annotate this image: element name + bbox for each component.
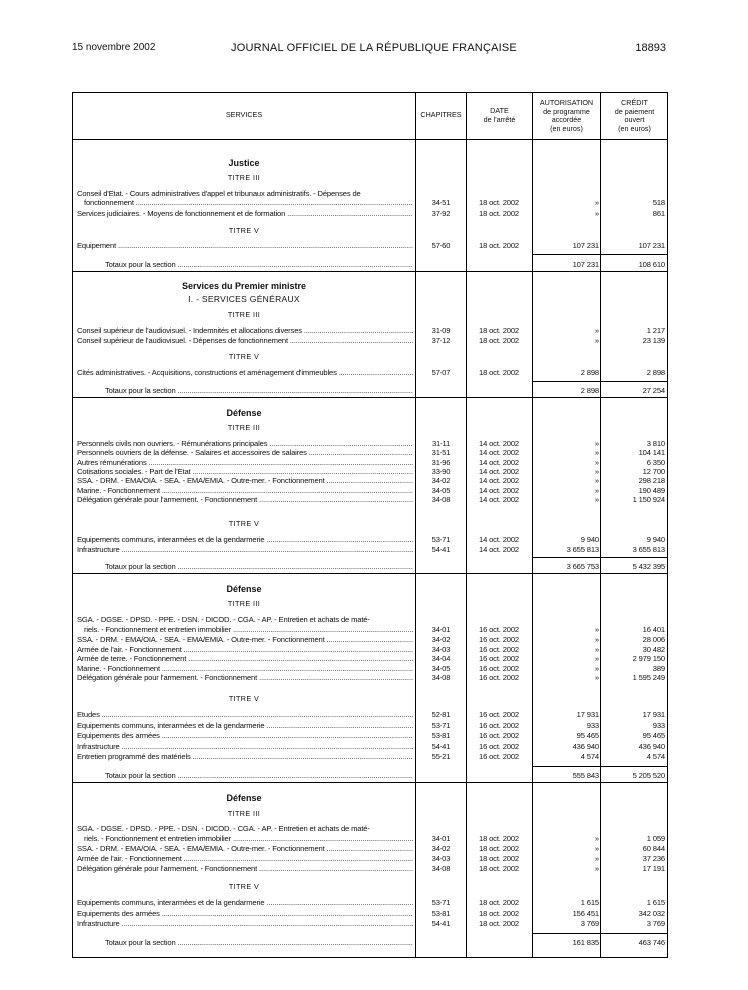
service-label: SGA. - DGSE. - DPSD. - PPE. - DSN. - DICOD. - CGA. - AP. - Entretien et achats de maté- <box>77 615 370 624</box>
rule <box>533 766 601 767</box>
chapter-number: 53-81 <box>431 731 451 740</box>
service-label: Conseil supérieur de l'audiovisuel. - Dépenses de fonctionnement ..... <box>77 336 413 345</box>
chapter-number: 34-03 <box>431 854 451 863</box>
rule <box>533 557 601 558</box>
autorisation-value: 156 451 <box>572 908 599 918</box>
service-label: Conseil d'Etat. - Cours administratives d'appel et tribunaux administratifs. - Dépenses de <box>77 189 361 198</box>
service-label: Entretien programmé des matériels ..... <box>77 752 413 761</box>
arrete-date: 16 oct. 2002 <box>479 720 519 730</box>
arrete-date: 18 oct. 2002 <box>479 844 519 853</box>
credit-value: 190 489 <box>638 485 665 495</box>
page-date: 15 novembre 2002 <box>72 42 156 53</box>
header-date-line: DATE <box>490 106 509 115</box>
service-label: Etudes ..... <box>77 710 413 719</box>
section-subtitle: I. - SERVICES GÉNÉRAUX <box>188 294 300 304</box>
credit-value: 104 141 <box>638 448 665 458</box>
credit-value: 3 769 <box>646 919 665 928</box>
arrete-date: 14 oct. 2002 <box>479 544 519 554</box>
credit-value: 1 217 <box>646 326 665 335</box>
service-label: fonctionnement ..... <box>84 198 413 207</box>
section-separator <box>73 782 667 783</box>
credit-total: 463 746 <box>638 938 665 947</box>
credit-value: 23 139 <box>642 336 665 345</box>
chapter-number: 33-90 <box>431 466 451 476</box>
service-label: Autres rémunérations ..... <box>77 458 413 467</box>
arrete-date: 16 oct. 2002 <box>479 731 519 740</box>
section-separator <box>73 397 667 398</box>
rule <box>601 254 668 255</box>
table-row <box>73 854 667 863</box>
arrete-date: 14 oct. 2002 <box>479 439 519 448</box>
table-row <box>73 898 667 907</box>
table-row <box>73 844 667 853</box>
arrete-date: 16 oct. 2002 <box>479 644 519 654</box>
header-credit-line: (en euros) <box>618 123 651 133</box>
table-row <box>73 545 667 554</box>
chapter-number: 37-12 <box>431 336 451 345</box>
arrete-date: 18 oct. 2002 <box>479 898 519 907</box>
chapter-number: 57-07 <box>431 368 451 377</box>
titre-heading: TITRE III <box>227 310 261 319</box>
credit-total: 108 610 <box>638 260 665 269</box>
credit-value: 3 655 813 <box>632 544 665 554</box>
credit-value: 298 218 <box>638 476 665 486</box>
credit-value: 12 700 <box>642 466 665 476</box>
chapter-number: 34-02 <box>431 844 451 853</box>
service-label: Equipements communs, interarmées et de la gendarmerie ..... <box>77 721 413 730</box>
header-date <box>467 107 532 124</box>
header-autorisation-line: accordée <box>551 115 582 124</box>
header-credit-line: CRÉDIT <box>621 98 648 107</box>
chapter-number: 54-41 <box>431 741 451 751</box>
autorisation-value: 95 465 <box>576 731 599 740</box>
header-credit-line: de paiement <box>614 106 655 116</box>
titre-heading: TITRE V <box>228 694 260 703</box>
chapter-number: 34-01 <box>431 834 451 843</box>
table-row <box>73 439 667 448</box>
chapter-number: 53-71 <box>431 535 451 544</box>
arrete-date: 18 oct. 2002 <box>479 919 519 928</box>
chapter-number: 52-81 <box>431 710 451 719</box>
service-label: Personnels ouvriers de la défense. - Salaires et accessoires de salaires ..... <box>77 448 413 457</box>
credit-value: 2 979 150 <box>632 654 665 664</box>
chapter-number: 31-11 <box>431 439 451 448</box>
section-separator <box>73 271 667 272</box>
table-row <box>73 189 667 198</box>
header-services: SERVICES <box>225 110 263 119</box>
titre-heading: TITRE III <box>227 173 261 182</box>
chapter-number: 34-04 <box>431 654 451 664</box>
section-title: Justice <box>228 158 260 168</box>
table-row <box>73 721 667 730</box>
table-header <box>73 93 667 140</box>
credit-value: 4 574 <box>646 752 665 761</box>
arrete-date: 16 oct. 2002 <box>479 635 519 644</box>
autorisation-value: 9 940 <box>580 535 599 544</box>
credit-value: 60 844 <box>642 844 665 853</box>
credit-value: 389 <box>652 663 665 673</box>
table-row <box>73 198 667 207</box>
service-label: Infrastructure ..... <box>77 742 413 751</box>
chapter-number: 34-05 <box>431 485 451 495</box>
credit-total: 5 205 520 <box>632 771 665 780</box>
header-date-line: de l'arrêté <box>483 114 516 124</box>
rule <box>601 557 668 558</box>
section-title: Services du Premier ministre <box>181 281 307 291</box>
header-credit <box>601 99 668 133</box>
header-autorisation-line: (en euros) <box>550 123 583 133</box>
chapter-number: 34-08 <box>431 673 451 683</box>
chapter-number: 34-02 <box>431 635 451 644</box>
chapter-number: 53-81 <box>431 908 451 918</box>
table-row <box>73 535 667 544</box>
section-separator <box>73 573 667 574</box>
arrete-date: 14 oct. 2002 <box>479 457 519 467</box>
titre-heading: TITRE V <box>228 352 260 361</box>
arrete-date: 16 oct. 2002 <box>479 741 519 751</box>
arrete-date: 16 oct. 2002 <box>479 663 519 673</box>
service-label: SGA. - DGSE. - DPSD. - PPE. - DSN. - DICOD. - CGA. - AP. - Entretien et achats de maté- <box>77 824 370 833</box>
service-label: Armée de terre. - Fonctionnement ..... <box>77 654 413 663</box>
chapter-number: 34-08 <box>431 864 451 873</box>
arrete-date: 18 oct. 2002 <box>479 326 519 335</box>
titre-heading: TITRE V <box>228 519 260 528</box>
service-label: Equipements communs, interarmées et de la gendarmerie ..... <box>77 535 413 544</box>
chapter-number: 53-71 <box>431 898 451 907</box>
chapter-number: 34-08 <box>431 494 451 504</box>
table-row <box>73 458 667 467</box>
arrete-date: 16 oct. 2002 <box>479 625 519 634</box>
table-row <box>73 476 667 485</box>
header-autorisation <box>533 99 600 133</box>
autorisation-value: » <box>594 485 599 495</box>
autorisation-value: 17 931 <box>576 710 599 719</box>
table-row <box>73 654 667 663</box>
arrete-date: 16 oct. 2002 <box>479 654 519 664</box>
service-label: Personnels civils non ouvriers. - Rémunérations principales ..... <box>77 439 413 448</box>
credit-value: 28 006 <box>642 635 665 644</box>
autorisation-value: 2 898 <box>580 368 599 377</box>
autorisation-value: » <box>594 834 599 843</box>
credit-value: 1 150 924 <box>632 494 665 504</box>
table-row <box>73 834 667 843</box>
arrete-date: 18 oct. 2002 <box>479 209 519 218</box>
credit-value: 6 350 <box>646 457 665 467</box>
service-label: SSA. - DRM. - EMA/OIA. - SEA. - EMA/EMIA. - Outre-mer. - Fonctionnement ..... <box>77 476 413 485</box>
autorisation-value: » <box>594 336 599 345</box>
header-credit-line: ouvert <box>624 115 645 124</box>
titre-heading: TITRE III <box>227 423 261 432</box>
autorisation-value: » <box>594 326 599 335</box>
arrete-date: 14 oct. 2002 <box>479 535 519 544</box>
chapter-number: 53-71 <box>431 720 451 730</box>
service-label: Equipement ..... <box>77 241 413 250</box>
rule <box>601 933 668 934</box>
credit-value: 933 <box>652 720 665 730</box>
totals-row <box>73 562 667 571</box>
table-row <box>73 326 667 335</box>
section-title: Défense <box>226 793 262 803</box>
autorisation-value: » <box>594 844 599 853</box>
journal-title: JOURNAL OFFICIEL DE LA RÉPUBLIQUE FRANÇAISE <box>231 42 517 54</box>
table-row <box>73 467 667 476</box>
arrete-date: 18 oct. 2002 <box>479 198 519 207</box>
titre-heading: TITRE V <box>228 226 260 235</box>
table-row <box>73 752 667 761</box>
credit-value: 17 191 <box>642 864 665 873</box>
service-label: Equipements des armées ..... <box>77 731 413 740</box>
rule <box>601 766 668 767</box>
service-label: Marine. - Fonctionnement ..... <box>77 664 413 673</box>
service-label: Cotisations sociales. - Part de l'Etat ..... <box>77 467 413 476</box>
arrete-date: 14 oct. 2002 <box>479 466 519 476</box>
chapter-number: 34-01 <box>431 625 451 634</box>
autorisation-value: » <box>594 476 599 486</box>
header-autorisation-line: AUTORISATION <box>539 98 594 107</box>
service-label: riels. - Fonctionnement et entretien immobilier ..... <box>84 625 413 634</box>
chapter-number: 54-41 <box>431 919 451 928</box>
totals-label: Totaux pour la section ..... <box>105 386 413 395</box>
chapter-number: 54-41 <box>431 544 451 554</box>
service-label: Délégation générale pour l'armement. - Fonctionnement ..... <box>77 864 413 873</box>
arrete-date: 14 oct. 2002 <box>479 448 519 458</box>
chapter-number: 34-51 <box>431 198 451 207</box>
autorisation-value: » <box>594 457 599 467</box>
autorisation-value: » <box>594 439 599 448</box>
section-title: Défense <box>226 584 262 594</box>
autorisation-value: » <box>594 466 599 476</box>
chapter-number: 55-21 <box>431 752 451 761</box>
credit-value: 9 940 <box>646 535 665 544</box>
autorisation-value: » <box>594 448 599 458</box>
arrete-date: 18 oct. 2002 <box>479 834 519 843</box>
arrete-date: 18 oct. 2002 <box>479 241 519 250</box>
credit-value: 436 940 <box>638 741 665 751</box>
autorisation-value: » <box>594 673 599 683</box>
service-label: Equipements des armées ..... <box>77 909 413 918</box>
totals-row <box>73 938 667 947</box>
table-row <box>73 368 667 377</box>
autorisation-value: » <box>594 198 599 207</box>
autorisation-value: 436 940 <box>572 741 599 751</box>
service-label: Infrastructure ..... <box>77 919 413 928</box>
autorisation-value: » <box>594 654 599 664</box>
totals-label: Totaux pour la section ..... <box>105 260 413 269</box>
arrete-date: 18 oct. 2002 <box>479 908 519 918</box>
chapter-number: 34-02 <box>431 476 451 486</box>
titre-heading: TITRE III <box>227 809 261 818</box>
autorisation-total: 161 835 <box>572 938 599 947</box>
service-label: SSA. - DRM. - EMA/OIA. - SEA. - EMA/EMIA. - Outre-mer. - Fonctionnement ..... <box>77 635 413 644</box>
autorisation-value: 3 769 <box>580 919 599 928</box>
arrete-date: 16 oct. 2002 <box>479 752 519 761</box>
credit-total: 5 432 395 <box>632 562 665 571</box>
arrete-date: 14 oct. 2002 <box>479 485 519 495</box>
table-row <box>73 486 667 495</box>
service-label: riels. - Fonctionnement et entretien immobilier ..... <box>84 834 413 843</box>
chapter-number: 57-60 <box>431 241 451 250</box>
autorisation-value: » <box>594 209 599 218</box>
service-label: Cités administratives. - Acquisitions, constructions et aménagement d'immeubles ..... <box>77 368 413 377</box>
service-label: Infrastructure ..... <box>77 545 413 554</box>
arrete-date: 18 oct. 2002 <box>479 336 519 345</box>
header-autorisation-line: de programme <box>543 106 590 116</box>
arrete-date: 18 oct. 2002 <box>479 368 519 377</box>
credit-value: 107 231 <box>638 241 665 250</box>
chapter-number: 34-05 <box>431 663 451 673</box>
titre-heading: TITRE III <box>227 599 261 608</box>
autorisation-total: 107 231 <box>572 260 599 269</box>
rule <box>533 933 601 934</box>
autorisation-value: 107 231 <box>572 241 599 250</box>
arrete-date: 14 oct. 2002 <box>479 494 519 504</box>
arrete-date: 14 oct. 2002 <box>479 476 519 486</box>
totals-label: Totaux pour la section ..... <box>105 562 413 571</box>
chapter-number: 31-09 <box>431 326 451 335</box>
table-row <box>73 864 667 873</box>
chapter-number: 34-03 <box>431 644 451 654</box>
autorisation-value: 3 655 813 <box>566 544 599 554</box>
chapter-number: 37-92 <box>431 209 451 218</box>
credit-value: 17 931 <box>642 710 665 719</box>
arrete-date: 18 oct. 2002 <box>479 854 519 863</box>
titre-heading: TITRE V <box>228 882 260 891</box>
service-label: Armée de l'air. - Fonctionnement ..... <box>77 854 413 863</box>
service-label: Délégation générale pour l'armement. - Fonctionnement ..... <box>77 673 413 682</box>
rule <box>533 381 601 382</box>
header-chapitres: CHAPITRES <box>420 110 462 119</box>
rule <box>601 381 668 382</box>
credit-value: 1 595 249 <box>632 673 665 683</box>
autorisation-total: 3 665 753 <box>566 562 599 571</box>
table-row <box>73 919 667 928</box>
totals-row <box>73 771 667 780</box>
credit-value: 1 615 <box>646 898 665 907</box>
service-label: SSA. - DRM. - EMA/OIA. - SEA. - EMA/EMIA. - Outre-mer. - Fonctionnement ..... <box>77 844 413 853</box>
credit-value: 16 401 <box>642 625 665 634</box>
arrete-date: 16 oct. 2002 <box>479 710 519 719</box>
service-label: Délégation générale pour l'armement. - Fonctionnement ..... <box>77 495 413 504</box>
totals-label: Totaux pour la section ..... <box>105 771 413 780</box>
rule <box>533 254 601 255</box>
table-row <box>73 673 667 682</box>
service-label: Marine. - Fonctionnement ..... <box>77 486 413 495</box>
autorisation-value: » <box>594 635 599 644</box>
table-row <box>73 824 667 833</box>
arrete-date: 18 oct. 2002 <box>479 864 519 873</box>
table-row <box>73 710 667 719</box>
autorisation-value: » <box>594 663 599 673</box>
credit-total: 27 254 <box>642 386 665 395</box>
credit-value: 37 236 <box>642 854 665 863</box>
table-row <box>73 615 667 624</box>
table-row <box>73 241 667 250</box>
autorisation-value: » <box>594 854 599 863</box>
table-row <box>73 635 667 644</box>
credit-value: 861 <box>652 209 665 218</box>
service-label: Conseil supérieur de l'audiovisuel. - Indemnités et allocations diverses ..... <box>77 326 413 335</box>
chapter-number: 31-51 <box>431 448 451 458</box>
totals-row <box>73 386 667 395</box>
credit-value: 342 032 <box>638 908 665 918</box>
table-row <box>73 448 667 457</box>
table-row <box>73 664 667 673</box>
table-row <box>73 625 667 634</box>
credit-value: 30 482 <box>642 644 665 654</box>
autorisation-value: 4 574 <box>580 752 599 761</box>
table-row <box>73 495 667 504</box>
autorisation-value: » <box>594 625 599 634</box>
totals-label: Totaux pour la section ..... <box>105 938 413 947</box>
autorisation-total: 555 843 <box>572 771 599 780</box>
page-number: 18893 <box>635 42 666 54</box>
credit-value: 518 <box>652 198 665 207</box>
autorisation-value: » <box>594 864 599 873</box>
table-row <box>73 731 667 740</box>
service-label: Services judiciaires. - Moyens de fonctionnement et de formation ..... <box>77 209 413 218</box>
credit-value: 1 059 <box>646 834 665 843</box>
section-title: Défense <box>226 408 262 418</box>
autorisation-total: 2 898 <box>580 386 599 395</box>
credits-table <box>72 92 668 958</box>
autorisation-value: » <box>594 494 599 504</box>
arrete-date: 16 oct. 2002 <box>479 673 519 683</box>
service-label: Equipements communs, interarmées et de la gendarmerie ..... <box>77 898 413 907</box>
table-row <box>73 909 667 918</box>
table-row <box>73 336 667 345</box>
table-row <box>73 742 667 751</box>
totals-row <box>73 260 667 269</box>
credit-value: 95 465 <box>642 731 665 740</box>
table-row <box>73 209 667 218</box>
autorisation-value: 1 615 <box>580 898 599 907</box>
table-row <box>73 645 667 654</box>
service-label: Armée de l'air. - Fonctionnement ..... <box>77 645 413 654</box>
chapter-number: 31-96 <box>431 457 451 467</box>
credit-value: 3 810 <box>646 439 665 448</box>
autorisation-value: » <box>594 644 599 654</box>
autorisation-value: 933 <box>586 720 599 730</box>
credit-value: 2 898 <box>646 368 665 377</box>
